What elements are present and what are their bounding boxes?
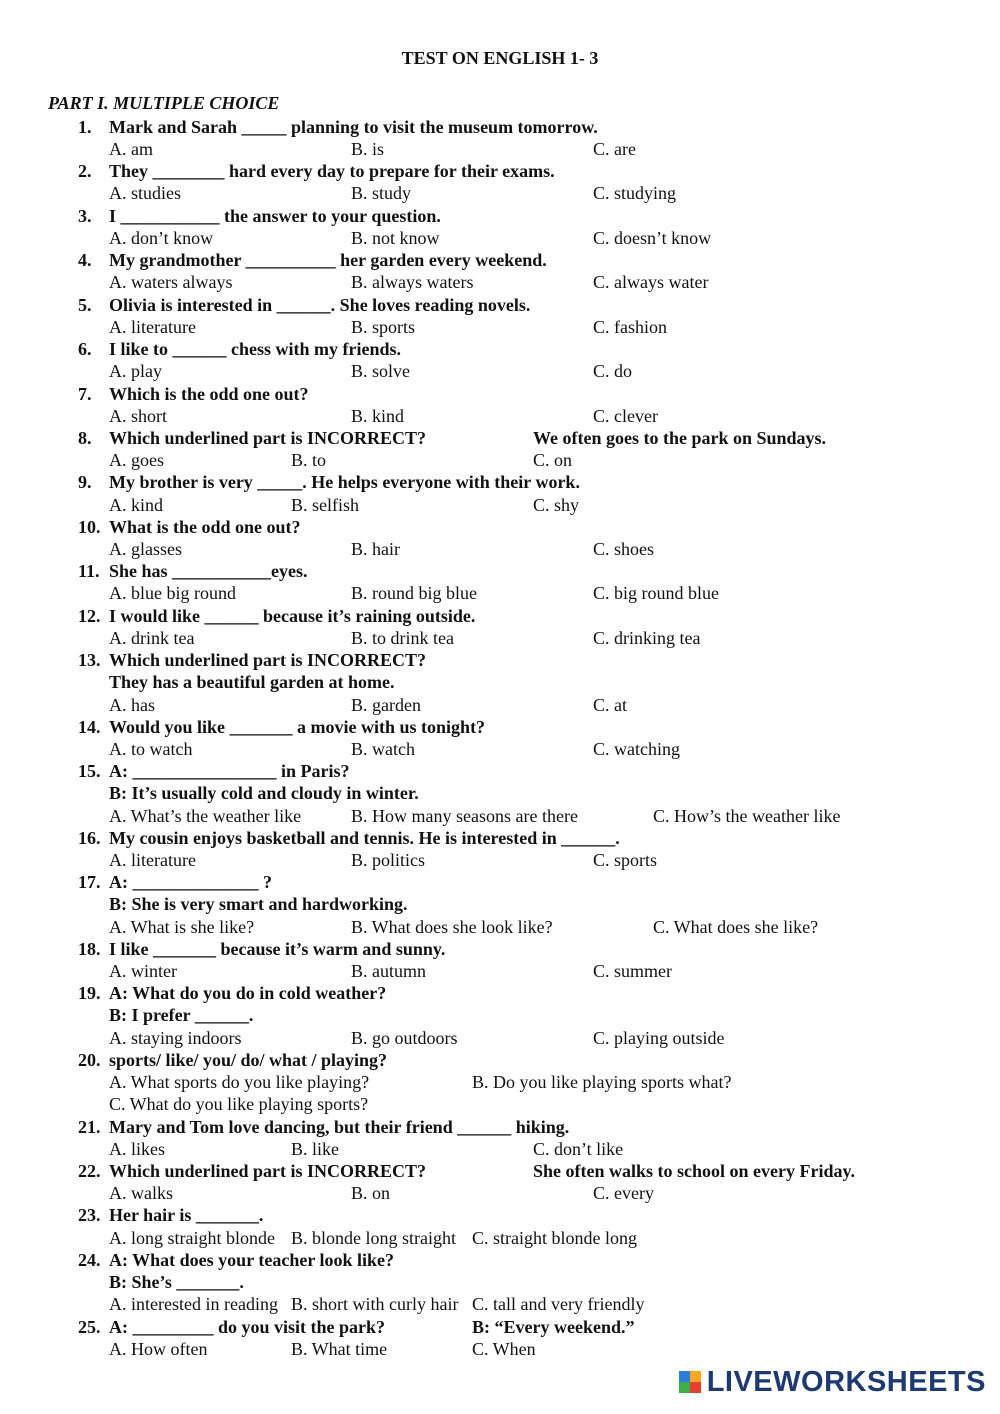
question-5 <box>0 294 1000 316</box>
option-b: B. garden <box>351 695 421 715</box>
option-a: A. interested in reading <box>109 1294 278 1314</box>
question-subline: B: It’s usually cold and cloudy in winter. <box>109 783 419 803</box>
question-number: 8. <box>78 428 92 448</box>
question-sentence: B: “Every weekend.” <box>472 1317 635 1337</box>
option-b: B. What time <box>291 1339 388 1359</box>
option-c: C. fashion <box>593 317 667 337</box>
option-a: A. waters always <box>109 272 233 292</box>
question-number: 16. <box>78 828 101 848</box>
question-sentence: She often walks to school on every Friday. <box>533 1161 855 1181</box>
question-text: Her hair is _______. <box>109 1205 264 1225</box>
option-a: A. kind <box>109 495 163 515</box>
question-text: A: _________ do you visit the park? <box>109 1317 386 1337</box>
option-b: B. Do you like playing sports what? <box>472 1072 732 1092</box>
option-b: B. kind <box>351 406 405 426</box>
question-number: 18. <box>78 939 101 959</box>
option-c: C. drinking tea <box>593 628 701 648</box>
option-b: B. solve <box>351 361 411 381</box>
question-text: Which underlined part is INCORRECT? <box>109 1161 427 1181</box>
question-number: 11. <box>78 561 100 581</box>
question-text: A: ______________ ? <box>109 872 272 892</box>
option-c: C. clever <box>593 406 658 426</box>
option-c: C. shoes <box>593 539 655 559</box>
question-21 <box>0 1116 1000 1138</box>
question-17 <box>0 871 1000 893</box>
option-b: B. short with curly hair <box>291 1294 459 1314</box>
question-9 <box>0 471 1000 493</box>
question-1 <box>0 116 1000 138</box>
question-text: My cousin enjoys basketball and tennis. He is interested in ______. <box>109 828 620 848</box>
question-number: 6. <box>78 339 92 359</box>
option-c: C. big round blue <box>593 583 719 603</box>
logo-square-red <box>690 1382 701 1393</box>
question-number: 20. <box>78 1050 101 1070</box>
option-c: C. studying <box>593 183 677 203</box>
option-a: A. What’s the weather like <box>109 806 302 826</box>
option-c: C. don’t like <box>533 1139 624 1159</box>
question-text: A: ________________ in Paris? <box>109 761 350 781</box>
option-c: C. at <box>593 695 627 715</box>
question-6 <box>0 338 1000 360</box>
question-number: 24. <box>78 1250 101 1270</box>
option-c: C. doesn’t know <box>593 228 712 248</box>
option-b: B. study <box>351 183 412 203</box>
question-number: 22. <box>78 1161 101 1181</box>
question-2 <box>0 160 1000 182</box>
option-b: B. watch <box>351 739 415 759</box>
question-text: I ___________ the answer to your question. <box>109 206 441 226</box>
option-a: A. walks <box>109 1183 173 1203</box>
option-c: C. do <box>593 361 633 381</box>
question-text: A: What do you do in cold weather? <box>109 983 387 1003</box>
question-text: A: What does your teacher look like? <box>109 1250 395 1270</box>
question-text: Which underlined part is INCORRECT? <box>109 428 427 448</box>
question-number: 12. <box>78 606 101 626</box>
option-a: A. am <box>109 139 153 159</box>
question-12 <box>0 605 1000 627</box>
option-b: B. politics <box>351 850 426 870</box>
option-b: B. autumn <box>351 961 426 981</box>
option-c: C. tall and very friendly <box>472 1294 645 1314</box>
option-c: C. every <box>593 1183 654 1203</box>
option-a: A. How often <box>109 1339 208 1359</box>
option-c: C. are <box>593 139 636 159</box>
question-15 <box>0 760 1000 782</box>
option-a: A. long straight blonde <box>109 1228 275 1248</box>
question-number: 7. <box>78 384 92 404</box>
question-text: I like to ______ chess with my friends. <box>109 339 401 359</box>
option-b: B. to drink tea <box>351 628 454 648</box>
question-text: Which underlined part is INCORRECT? <box>109 650 427 670</box>
question-number: 13. <box>78 650 101 670</box>
question-16 <box>0 827 1000 849</box>
page-title: TEST ON ENGLISH 1- 3 <box>401 48 599 68</box>
question-subline: They has a beautiful garden at home. <box>109 672 395 692</box>
question-25 <box>0 1316 1000 1338</box>
question-22 <box>0 1160 1000 1182</box>
option-c: C. always water <box>593 272 709 292</box>
option-a: A. glasses <box>109 539 182 559</box>
liveworksheets-logo <box>679 1362 986 1402</box>
option-c: C. When <box>472 1339 536 1359</box>
question-text: Which is the odd one out? <box>109 384 309 404</box>
question-number: 2. <box>78 161 92 181</box>
option-a: A. likes <box>109 1139 165 1159</box>
question-8 <box>0 427 1000 449</box>
option-a: A. blue big round <box>109 583 236 603</box>
question-number: 1. <box>78 117 92 137</box>
question-24 <box>0 1249 1000 1271</box>
question-text: My brother is very _____. He helps everyone with their work. <box>109 472 580 492</box>
option-a: A. play <box>109 361 162 381</box>
option-c: C. What does she like? <box>653 917 819 937</box>
question-number: 19. <box>78 983 101 1003</box>
question-number: 14. <box>78 717 101 737</box>
question-19 <box>0 982 1000 1004</box>
question-text: sports/ like/ you/ do/ what / playing? <box>109 1050 388 1070</box>
question-7 <box>0 383 1000 405</box>
logo-icon <box>679 1371 701 1393</box>
question-3 <box>0 205 1000 227</box>
option-a: A. drink tea <box>109 628 195 648</box>
question-4 <box>0 249 1000 271</box>
option-b: B. to <box>291 450 327 470</box>
question-text: They ________ hard every day to prepare for their exams. <box>109 161 555 181</box>
question-number: 10. <box>78 517 101 537</box>
option-a: A. What is she like? <box>109 917 255 937</box>
option-a: A. short <box>109 406 167 426</box>
question-number: 15. <box>78 761 101 781</box>
option-b: B. hair <box>351 539 400 559</box>
question-number: 21. <box>78 1117 101 1137</box>
question-number: 3. <box>78 206 92 226</box>
question-number: 5. <box>78 295 92 315</box>
option-b: B. on <box>351 1183 391 1203</box>
question-text: Mark and Sarah _____ planning to visit the museum tomorrow. <box>109 117 598 137</box>
option-c: C. shy <box>533 495 580 515</box>
logo-square-orange <box>690 1371 701 1382</box>
question-text: I like _______ because it’s warm and sunny. <box>109 939 446 959</box>
option-c: C. straight blonde long <box>472 1228 637 1248</box>
option-a: A. goes <box>109 450 164 470</box>
option-a: A. literature <box>109 850 196 870</box>
question-sentence: We often goes to the park on Sundays. <box>533 428 827 448</box>
question-subline: B: I prefer ______. <box>109 1005 254 1025</box>
option-b: B. round big blue <box>351 583 477 603</box>
question-text: I would like ______ because it’s raining outside. <box>109 606 476 626</box>
question-text: She has ___________eyes. <box>109 561 308 581</box>
question-20 <box>0 1049 1000 1071</box>
question-subline: B: She is very smart and hardworking. <box>109 894 408 914</box>
option-b: B. always waters <box>351 272 474 292</box>
option-b: B. selfish <box>291 495 360 515</box>
question-number: 9. <box>78 472 92 492</box>
question-text: What is the odd one out? <box>109 517 301 537</box>
option-b: B. like <box>291 1139 339 1159</box>
question-13 <box>0 649 1000 671</box>
option-a: A. winter <box>109 961 177 981</box>
option-a: A. has <box>109 695 155 715</box>
option-c: C. What do you like playing sports? <box>109 1094 369 1114</box>
option-b: B. blonde long straight <box>291 1228 456 1248</box>
question-number: 25. <box>78 1317 101 1337</box>
option-a: A. to watch <box>109 739 193 759</box>
logo-square-green <box>679 1382 690 1393</box>
question-23 <box>0 1204 1000 1226</box>
option-c: C. watching <box>593 739 680 759</box>
option-a: A. What sports do you like playing? <box>109 1072 370 1092</box>
option-a: A. don’t know <box>109 228 214 248</box>
part-title: PART I. MULTIPLE CHOICE <box>48 93 280 113</box>
option-a: A. studies <box>109 183 181 203</box>
option-c: C. summer <box>593 961 672 981</box>
option-b: B. How many seasons are there <box>351 806 578 826</box>
option-b: B. not know <box>351 228 440 248</box>
option-b: B. What does she look like? <box>351 917 553 937</box>
option-b: B. go outdoors <box>351 1028 458 1048</box>
question-text: Would you like _______ a movie with us tonight? <box>109 717 486 737</box>
question-18 <box>0 938 1000 960</box>
option-c: C. playing outside <box>593 1028 725 1048</box>
question-text: Mary and Tom love dancing, but their friend ______ hiking. <box>109 1117 570 1137</box>
logo-square-blue <box>679 1371 690 1382</box>
option-c: C. sports <box>593 850 658 870</box>
option-a: A. staying indoors <box>109 1028 242 1048</box>
question-10 <box>0 516 1000 538</box>
question-14 <box>0 716 1000 738</box>
option-c: C. How’s the weather like <box>653 806 841 826</box>
question-subline: B: She’s _______. <box>109 1272 244 1292</box>
option-a: A. literature <box>109 317 196 337</box>
question-11 <box>0 560 1000 582</box>
question-number: 17. <box>78 872 101 892</box>
question-text: Olivia is interested in ______. She loves reading novels. <box>109 295 531 315</box>
question-text: My grandmother __________ her garden every weekend. <box>109 250 547 270</box>
question-number: 23. <box>78 1205 101 1225</box>
option-b: B. sports <box>351 317 416 337</box>
option-b: B. is <box>351 139 385 159</box>
logo-text: LIVEWORKSHEETS <box>706 1365 986 1398</box>
question-number: 4. <box>78 250 92 270</box>
option-c: C. on <box>533 450 573 470</box>
